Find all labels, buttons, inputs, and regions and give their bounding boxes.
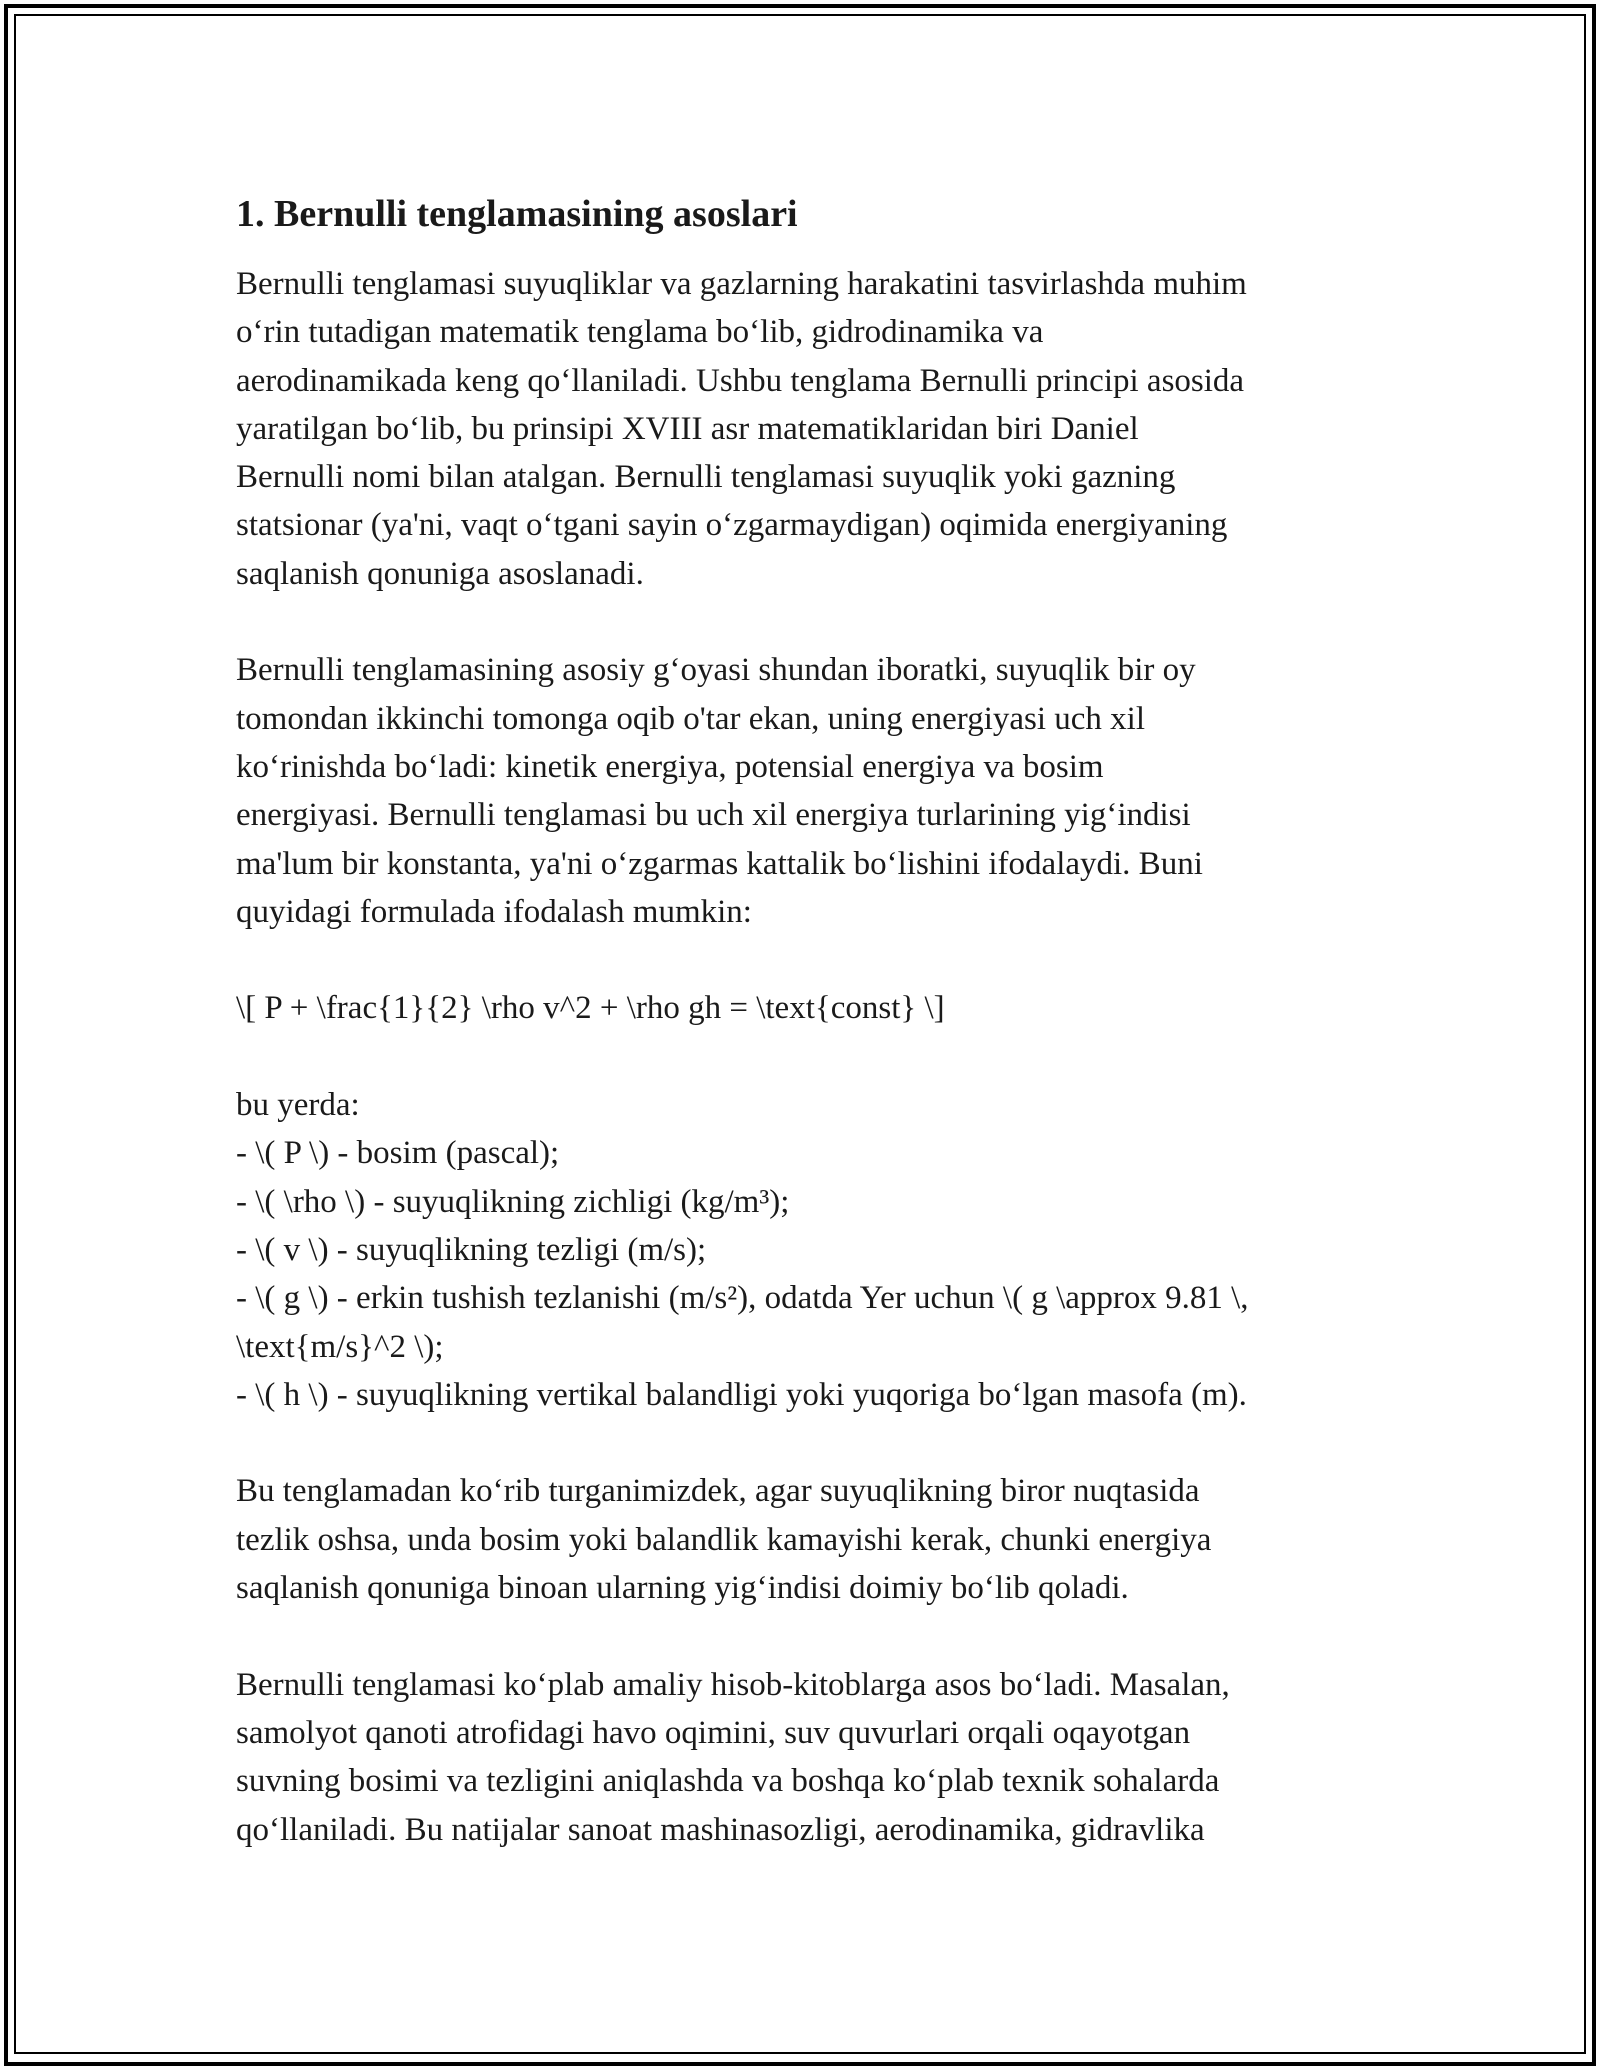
paragraph-spacer [236, 1033, 1376, 1081]
section-heading: 1. Bernulli tenglamasining asoslari [236, 193, 798, 235]
text-line: Bernulli tenglamasining asosiy g‘oyasi shundan iboratki, suyuqlik bir oy [236, 652, 1196, 689]
text-line: aerodinamikada keng qo‘llaniladi. Ushbu tenglama Bernulli principi asosida [236, 362, 1245, 399]
text-line: Bernulli nomi bilan atalgan. Bernulli tenglamasi suyuqlik yoki gazning [236, 459, 1176, 496]
text-line: tomondan ikkinchi tomonga oqib o'tar ekan, uning energiyasi uch xil [236, 700, 1145, 737]
text-line: - \( h \) - suyuqlikning vertikal balandligi yoki yuqoriga bo‘lgan masofa (m). [236, 1376, 1247, 1413]
paragraph-intro [236, 260, 1376, 598]
paragraph-consequence [236, 1467, 1376, 1612]
document-page [236, 188, 1376, 1854]
text-line: Bu tenglamadan ko‘rib turganimizdek, agar suyuqlikning biror nuqtasida [236, 1473, 1200, 1510]
text-line: \[ P + \frac{1}{2} \rho v^2 + \rho gh = \text{const} \] [236, 990, 945, 1027]
paragraph-spacer [236, 1612, 1376, 1660]
text-line: statsionar (ya'ni, vaqt o‘tgani sayin o‘zgarmaydigan) oqimida energiyaning [236, 507, 1228, 544]
text-line: tezlik oshsa, unda bosim yoki balandlik kamayishi kerak, chunki energiya [236, 1521, 1212, 1558]
text-line: o‘rin tutadigan matematik tenglama bo‘lib, gidrodinamika va [236, 314, 1044, 351]
text-line: quyidagi formulada ifodalash mumkin: [236, 893, 752, 930]
document-body [236, 260, 1376, 1854]
paragraph-spacer [236, 936, 1376, 984]
text-line: bu yerda: [236, 1087, 360, 1124]
paragraph-main-idea [236, 646, 1376, 936]
text-line: ko‘rinishda bo‘ladi: kinetik energiya, potensial energiya va bosim [236, 748, 1104, 785]
text-line: yaratilgan bo‘lib, bu prinsipi XVIII asr matematiklaridan biri Daniel [236, 410, 1139, 447]
variable-definitions [236, 1081, 1376, 1419]
text-line: - \( v \) - suyuqlikning tezligi (m/s); [236, 1231, 707, 1268]
text-line: - \( \rho \) - suyuqlikning zichligi (kg/m³); [236, 1183, 790, 1220]
text-line: \text{m/s}^2 \); [236, 1328, 444, 1365]
text-line: Bernulli tenglamasi ko‘plab amaliy hisob-kitoblarga asos bo‘ladi. Masalan, [236, 1666, 1230, 1703]
paragraph-applications [236, 1661, 1376, 1854]
text-line: energiyasi. Bernulli tenglamasi bu uch xil energiya turlarining yig‘indisi [236, 797, 1191, 834]
equation-line [236, 984, 1376, 1032]
text-line: qo‘llaniladi. Bu natijalar sanoat mashinasozligi, aerodinamika, gidravlika [236, 1811, 1205, 1848]
text-line: saqlanish qonuniga binoan ularning yig‘indisi doimiy bo‘lib qoladi. [236, 1570, 1129, 1607]
text-line: saqlanish qonuniga asoslanadi. [236, 555, 644, 592]
text-line: Bernulli tenglamasi suyuqliklar va gazlarning harakatini tasvirlashda muhim [236, 266, 1247, 302]
text-line: samolyot qanoti atrofidagi havo oqimini, suv quvurlari orqali oqayotgan [236, 1714, 1191, 1751]
text-line: ma'lum bir konstanta, ya'ni o‘zgarmas kattalik bo‘lishini ifodalaydi. Buni [236, 845, 1203, 882]
text-line: - \( P \) - bosim (pascal); [236, 1135, 560, 1172]
text-line: - \( g \) - erkin tushish tezlanishi (m/s²), odatda Yer uchun \( g \approx 9.81 \, [236, 1280, 1249, 1317]
text-line: suvning bosimi va tezligini aniqlashda va boshqa ko‘plab texnik sohalarda [236, 1763, 1220, 1800]
paragraph-spacer [236, 598, 1376, 646]
paragraph-spacer [236, 1419, 1376, 1467]
